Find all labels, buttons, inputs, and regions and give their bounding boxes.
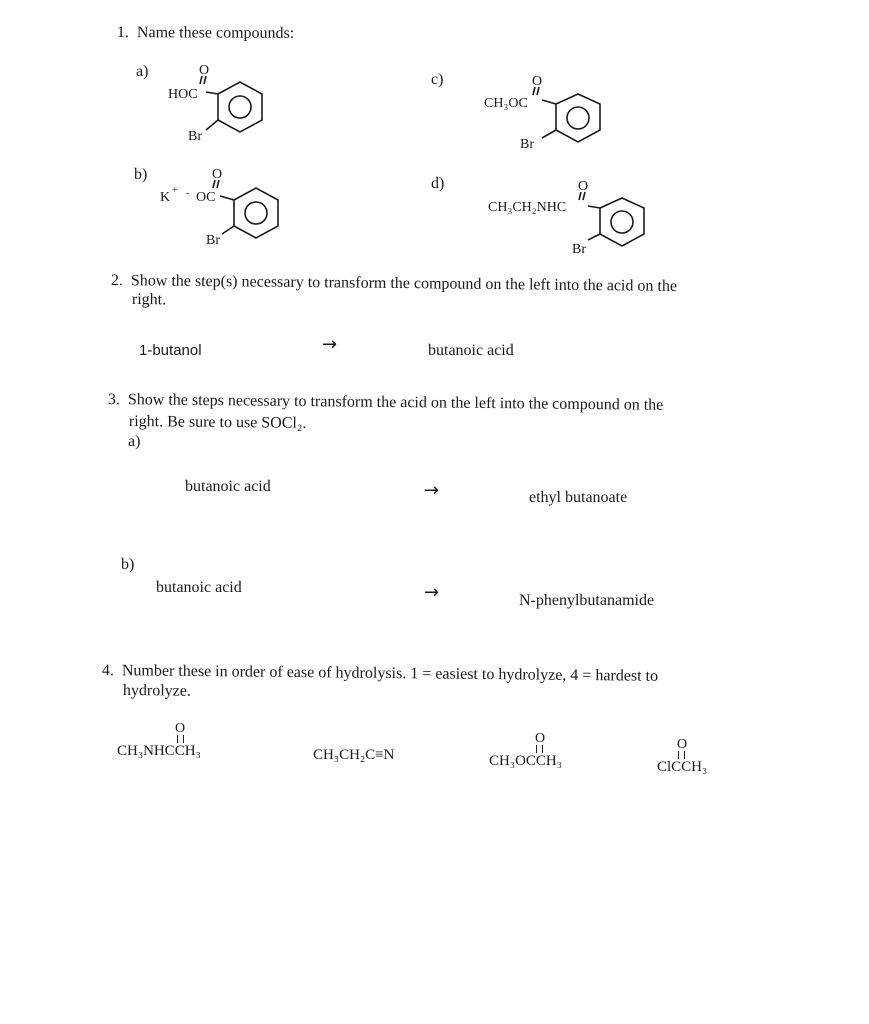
- q4-compound-4-carbonyl: [678, 751, 685, 759]
- q4-compound-3-oxygen: O: [535, 731, 546, 746]
- q3b-arrow-icon: →: [424, 582, 440, 603]
- q1a-aromatic-circle: [229, 96, 251, 118]
- q1a-br-bond: [206, 120, 218, 130]
- q2-prompt-line1: Show the step(s) necessary to transform the compound on the left into the acid on the: [130, 272, 678, 295]
- q1c-benzene-ring: [556, 94, 600, 142]
- q1d-br-bond: [588, 234, 600, 240]
- q1d-label: d): [431, 175, 445, 192]
- q1b-cation: K: [160, 190, 171, 205]
- q4-compound-4-oxygen: O: [677, 737, 688, 752]
- q3a-right-compound: ethyl butanoate: [529, 489, 628, 506]
- q1b-cation-charge: +: [172, 185, 178, 196]
- q1b-aromatic-circle: [245, 202, 267, 224]
- q3a-arrow-icon: →: [424, 480, 440, 501]
- q3a-label: a): [128, 433, 141, 450]
- q1-heading: [117, 24, 294, 43]
- q1b-bromine: Br: [206, 233, 220, 248]
- q1d-bromine: Br: [572, 242, 586, 257]
- q1a-benzene-ring: [218, 82, 262, 132]
- q4-compound-4-formula: ClCCH₃: [657, 759, 708, 775]
- q1c-group: CH₃OC: [484, 96, 528, 111]
- q3-prompt-line1: Show the steps necessary to transform the acid on the left into the compound on the: [127, 391, 664, 414]
- q3-heading: [108, 391, 664, 415]
- q4-compound-2-formula: CH₃CH₂C≡N: [313, 747, 395, 763]
- q1d-oxygen: O: [578, 179, 589, 194]
- q1c-bromine: Br: [520, 137, 534, 152]
- q2-prompt-line2: right.: [131, 291, 167, 309]
- q4-compound-3-carbonyl: [536, 745, 543, 753]
- q1a-ring-bond: [206, 92, 218, 94]
- q1a-structure: [160, 60, 280, 150]
- q1d-structure: [488, 176, 658, 266]
- q1c-label: c): [431, 71, 444, 88]
- q1c-ring-bond: [542, 100, 556, 104]
- q1b-label: b): [134, 166, 148, 183]
- q2-number: 2.: [110, 272, 123, 290]
- q3b-left-compound: butanoic acid: [156, 579, 242, 596]
- q1b-br-bond: [222, 226, 234, 234]
- q3b-label: b): [121, 556, 135, 573]
- q3a-left-compound: butanoic acid: [185, 478, 271, 495]
- q4-compound-1-formula: CH₃NHCCH₃: [117, 743, 201, 759]
- q3-number: 3.: [107, 391, 120, 409]
- q1a-bromine: Br: [188, 129, 202, 144]
- q1b-oxygen: O: [212, 167, 223, 182]
- q1b-benzene-ring: [234, 188, 278, 238]
- q1b-anion-charge: -: [186, 188, 190, 199]
- q1-number: 1.: [116, 24, 129, 42]
- q1b-group: OC: [196, 190, 216, 205]
- q1b-ring-bond: [220, 196, 234, 200]
- q1a-oxygen: O: [199, 63, 210, 78]
- q1d-benzene-ring: [600, 198, 644, 246]
- q2-right-compound: butanoic acid: [428, 342, 514, 359]
- q1b-structure: [160, 166, 290, 256]
- q1c-br-bond: [542, 130, 556, 138]
- q4-prompt-line2: hydrolyze.: [122, 682, 191, 700]
- q1c-oxygen: O: [532, 74, 543, 89]
- q4-compound-1-oxygen: O: [175, 721, 186, 736]
- q4-compound-3-formula: CH₃OCCH₃: [489, 753, 562, 769]
- q1c-structure: [482, 72, 612, 162]
- q2-heading: [111, 272, 677, 296]
- q2-arrow-icon: →: [322, 334, 338, 355]
- q1d-aromatic-circle: [611, 211, 633, 233]
- q1a-group: HOC: [168, 87, 198, 102]
- q1d-group: CH₃CH₂NHC: [488, 200, 567, 215]
- q1a-label: a): [136, 63, 149, 80]
- q4-compound-1-carbonyl: [177, 735, 184, 743]
- q1-prompt: Name these compounds:: [136, 24, 295, 42]
- q4-prompt-line1: Number these in order of ease of hydrolysis. 1 = easiest to hydrolyze, 4 = hardest to: [121, 662, 659, 685]
- q3b-right-compound: N-phenylbutanamide: [519, 592, 655, 609]
- q4-number: 4.: [101, 662, 114, 680]
- q3-prompt-line2: right. Be sure to use SOCl₂.: [128, 413, 307, 432]
- q2-left-compound: 1-butanol: [139, 342, 202, 359]
- q1d-ring-bond: [588, 206, 600, 208]
- q1c-aromatic-circle: [567, 107, 589, 129]
